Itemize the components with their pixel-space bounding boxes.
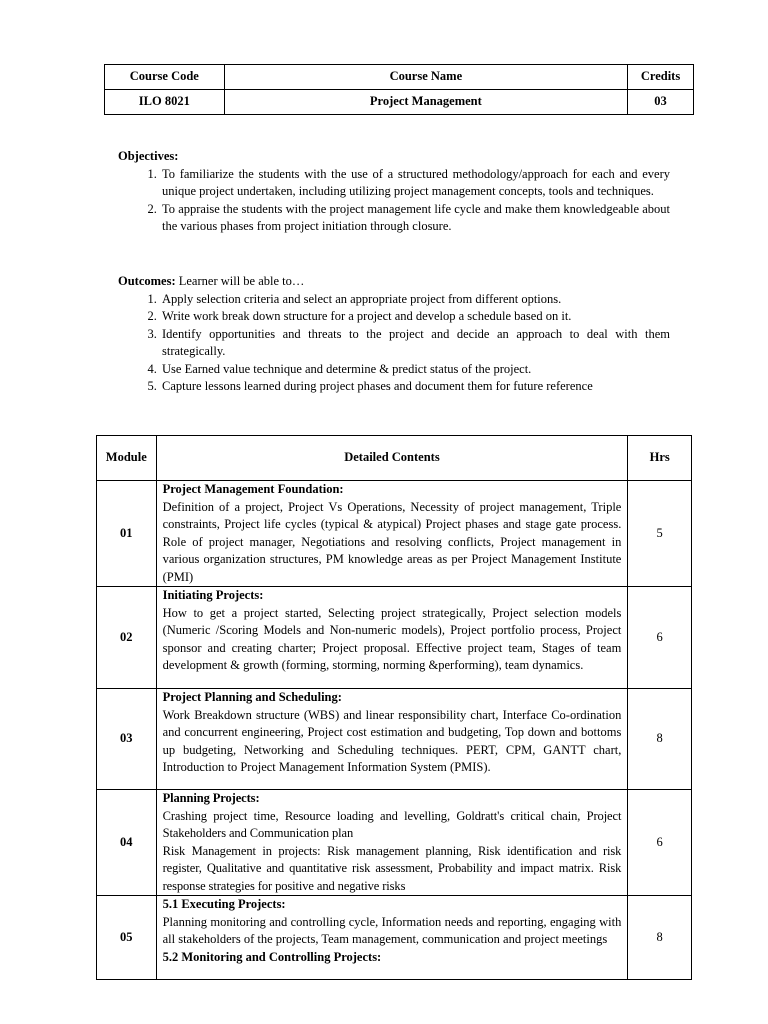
module-subtitle: 5.2 Monitoring and Controlling Projects:	[162, 949, 382, 964]
module-title: Initiating Projects:	[162, 588, 264, 602]
module-body: Crashing project time, Resource loading and levelling, Goldratt's critical chain, Project Stakeholders and Communication plan	[162, 808, 622, 840]
module-hours: 8	[628, 689, 692, 790]
objectives-list	[118, 166, 670, 236]
module-number: 05	[97, 896, 157, 980]
objective-item: 2. To appraise the students with the project management life cycle and make them knowledgeable about the various phases from project initiation through closure.	[160, 201, 670, 236]
objectives-section	[118, 148, 670, 236]
table-row	[97, 481, 692, 587]
course-table-header-row	[105, 65, 694, 90]
table-row	[97, 790, 692, 896]
course-name-value: Project Management	[224, 90, 627, 115]
outcome-item: 3. Identify opportunities and threats to the project and decide an approach to deal with them strategically.	[160, 326, 670, 361]
module-table-header-row	[97, 436, 692, 481]
outcomes-section	[118, 273, 670, 396]
module-title: Planning Projects:	[162, 791, 260, 805]
course-info-table	[104, 64, 694, 115]
credits-header: Credits	[628, 65, 694, 90]
module-body: Planning monitoring and controlling cycle, Information needs and reporting, engaging with all stakeholders of the projects, Team management, communication and project meetings	[162, 914, 622, 946]
module-number: 04	[97, 790, 157, 896]
module-contents	[156, 481, 628, 587]
module-contents	[156, 896, 628, 980]
module-contents	[156, 587, 628, 689]
module-hours: 8	[628, 896, 692, 980]
objective-item: 1. To familiarize the students with the use of a structured methodology/approach for each and every unique project undertaken, including utilizing project management concepts, tools and techniques.	[160, 166, 670, 201]
module-contents	[156, 790, 628, 896]
course-code-value: ILO 8021	[105, 90, 225, 115]
outcomes-list	[118, 291, 670, 396]
module-number: 03	[97, 689, 157, 790]
module-body: How to get a project started, Selecting project strategically, Project selection models (Numeric /Scoring Models and Non-numeric models), Project portfolio process, Project sponsor and creating charter; Project proposal. Effective project team, Stages of team development & growth (forming, storming, norming &performing), team dynamics.	[162, 605, 622, 672]
module-body-risk: Risk Management in projects: Risk management planning, Risk identification and risk register, Qualitative and quantitative risk assessment, Probability and impact matrix. Risk response strategies for positive and negative risks	[162, 843, 622, 893]
table-row	[97, 896, 692, 980]
outcome-item: 2. Write work break down structure for a project and develop a schedule based on it.	[160, 308, 670, 326]
module-body: Definition of a project, Project Vs Operations, Necessity of project management, Triple constraints, Project life cycles (typical & atypical) Project phases and stage gate process. Role of project manager, Negotiations and resolving conflicts, Project management in various organization structures, PM knowledge areas as per Project Management Institute (PMI)	[162, 499, 622, 584]
hrs-header: Hrs	[628, 436, 692, 481]
course-name-header: Course Name	[224, 65, 627, 90]
module-contents-table	[96, 435, 692, 980]
credits-value: 03	[628, 90, 694, 115]
module-title: Project Planning and Scheduling:	[162, 690, 342, 704]
module-number: 01	[97, 481, 157, 587]
course-table-row	[105, 90, 694, 115]
outcome-item: 4. Use Earned value technique and determine & predict status of the project.	[160, 361, 670, 379]
outcomes-heading-line	[118, 273, 670, 291]
module-hours: 6	[628, 587, 692, 689]
module-title: 5.1 Executing Projects:	[162, 897, 286, 911]
detailed-contents-header: Detailed Contents	[156, 436, 628, 481]
module-hours: 5	[628, 481, 692, 587]
outcomes-intro: Learner will be able to…	[175, 274, 305, 288]
module-contents	[156, 689, 628, 790]
module-number: 02	[97, 587, 157, 689]
outcomes-heading: Outcomes:	[118, 274, 176, 288]
module-title: Project Management Foundation:	[162, 482, 344, 496]
outcome-item: 1. Apply selection criteria and select an appropriate project from different options.	[160, 291, 670, 309]
module-body: Work Breakdown structure (WBS) and linear responsibility chart, Interface Co-ordination and concurrent engineering, Project cost estimation and budgeting, Top down and bottoms up budgeting, Networking and Scheduling techniques. PERT, CPM, GANTT chart, Introduction to Project Management Information System (PMIS).	[162, 707, 622, 774]
objectives-heading: Objectives:	[118, 149, 179, 163]
table-row	[97, 587, 692, 689]
module-header: Module	[97, 436, 157, 481]
module-hours: 6	[628, 790, 692, 896]
table-row	[97, 689, 692, 790]
outcome-item: 5. Capture lessons learned during project phases and document them for future reference	[160, 378, 670, 396]
course-code-header: Course Code	[105, 65, 225, 90]
